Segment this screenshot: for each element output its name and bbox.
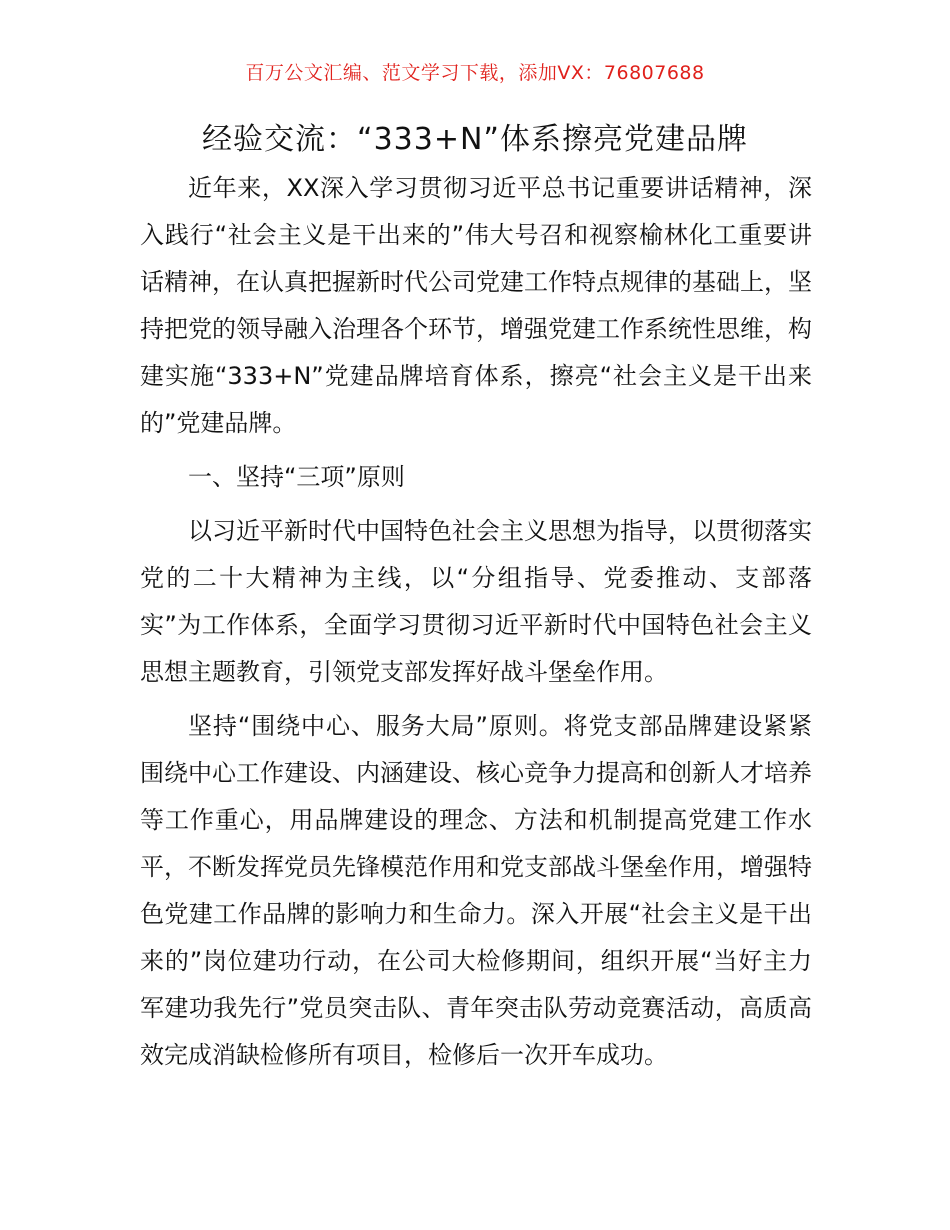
section-heading-1: 一、坚持“三项”原则 xyxy=(188,463,405,491)
paragraph-principle: 坚持“围绕中心、服务大局”原则。将党支部品牌建设紧紧围绕中心工作建设、内涵建设、核心竞争力提高和创新人才培养等工作重心，用品牌建设的理念、方法和机制提高党建工作水平，不断发挥党员先锋模范作用和党支部战斗堡垒作用，增强特色党建工作品牌的影响力和生命力。深入开展“社会主义是干出来的”岗位建功行动，在公司大检修期间，组织开展“当好主力军建功我先行”党员突击队、青年突击队劳动竞赛活动，高质高效完成消缺检修所有项目，检修后一次开车成功。 xyxy=(140,712,812,1069)
paragraph-guidance: 以习近平新时代中国特色社会主义思想为指导，以贯彻落实党的二十大精神为主线，以“分组指导、党委推动、支部落实”为工作体系，全面学习贯彻习近平新时代中国特色社会主义思想主题教育，引领党支部发挥好战斗堡垒作用。 xyxy=(140,517,812,686)
paragraph-intro: 近年来，XX深入学习贯彻习近平总书记重要讲话精神，深入践行“社会主义是干出来的”伟大号召和视察榆林化工重要讲话精神，在认真把握新时代公司党建工作特点规律的基础上，坚持把党的领导融入治理各个环节，增强党建工作系统性思维，构建实施“333+N”党建品牌培育体系，擦亮“社会主义是干出来的”党建品牌。 xyxy=(140,174,812,437)
document-body xyxy=(140,165,812,1079)
header-banner: 百万公文汇编、范文学习下载，添加VX：76807688 xyxy=(245,62,705,84)
document-title: 经验交流：“333+N”体系擦亮党建品牌 xyxy=(202,122,748,157)
